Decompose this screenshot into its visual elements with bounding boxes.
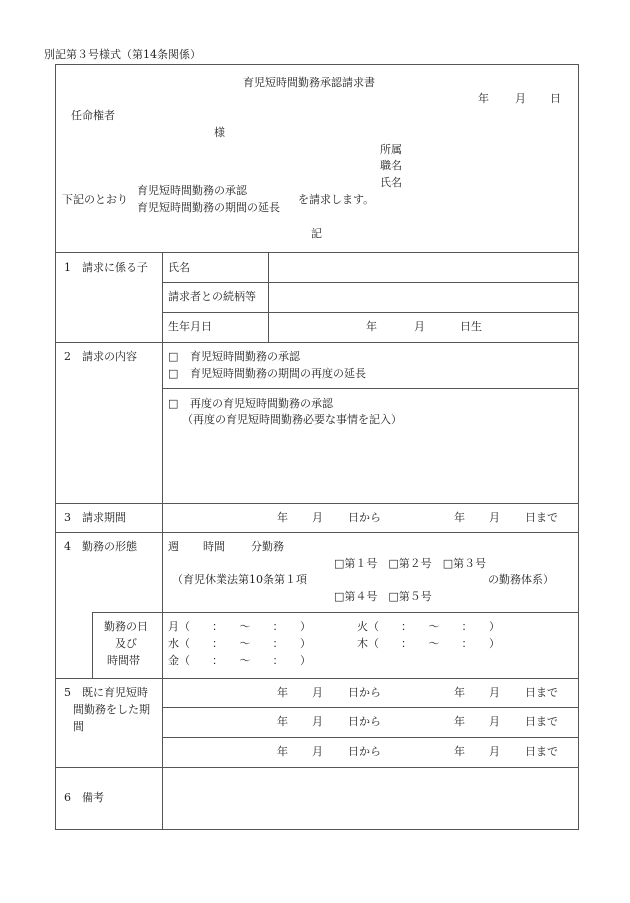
day-tuesday: 火（ ： 〜 ： ） [357, 620, 500, 633]
day-wednesday: 水（ ： 〜 ： ） [168, 637, 311, 650]
remarks-field[interactable] [163, 768, 578, 829]
applicant-dept-label: 所属 [380, 143, 402, 156]
day-monday: 月（ ： 〜 ： ） [168, 620, 311, 633]
section5-label-1: 5 既に育児短時 [64, 686, 148, 699]
request-option-extension: 育児短時間勤務の期間の延長 [137, 201, 280, 214]
days-label-1: 勤務の日 [104, 620, 148, 633]
content-note: （再度の育児短時間勤務必要な事情を記入） [182, 413, 402, 426]
schedule-type-options-1: □第１号 □第２号 □第３号 [334, 557, 487, 570]
content-item-reapproval: 再度の育児短時間勤務の承認 [190, 397, 333, 410]
section1-label: 1 請求に係る子 [64, 261, 148, 274]
week-label: 週 [168, 540, 179, 553]
form-reference: 別記第３号様式（第14条関係） [44, 48, 201, 61]
section5-label-3: 間 [73, 720, 84, 733]
addressee: 任命権者 [71, 109, 115, 122]
section4-label: 4 勤務の形態 [64, 540, 137, 553]
section3-label: 3 請求期間 [64, 511, 126, 524]
days-label-2: 及び [115, 637, 137, 650]
schedule-type-options-2: □第４号 □第５号 [334, 590, 432, 603]
checkbox-icon[interactable]: □ [168, 367, 179, 380]
minutes-label: 分勤務 [251, 540, 284, 553]
ki-heading: 記 [311, 227, 322, 240]
child-name-label: 氏名 [168, 261, 190, 274]
request-option-approval: 育児短時間勤務の承認 [137, 184, 247, 197]
birth-year: 年 [366, 320, 377, 333]
request-prefix: 下記のとおり [62, 193, 128, 206]
section6-label: 6 備考 [64, 791, 104, 804]
day-friday: 金（ ： 〜 ： ） [168, 654, 311, 667]
birthdate-label: 生年月日 [168, 320, 212, 333]
checkbox-icon[interactable]: □ [168, 350, 179, 363]
addressee-honorific: 様 [214, 126, 225, 139]
request-suffix: を請求します。 [298, 193, 375, 206]
content-item-reextension: 育児短時間勤務の期間の再度の延長 [190, 367, 366, 380]
date-month: 月 [515, 92, 526, 105]
applicant-post-label: 職名 [380, 159, 402, 172]
date-year: 年 [478, 92, 489, 105]
schedule-system-label: の勤務体系） [488, 573, 554, 586]
relationship-label: 請求者との続柄等 [168, 290, 256, 303]
law-reference: （育児休業法第10条第１項 [172, 573, 307, 586]
birth-month: 月 [414, 320, 425, 333]
content-item-approval: 育児短時間勤務の承認 [190, 350, 300, 363]
date-day: 日 [550, 92, 561, 105]
day-thursday: 木（ ： 〜 ： ） [357, 637, 500, 650]
checkbox-icon[interactable]: □ [168, 397, 179, 410]
hours-label: 時間 [203, 540, 225, 553]
form-title: 育児短時間勤務承認請求書 [243, 76, 375, 89]
applicant-name-label: 氏名 [380, 176, 402, 189]
birth-day: 日生 [460, 320, 482, 333]
days-label-3: 時間帯 [107, 654, 140, 667]
section5-label-2: 間勤務をした期 [73, 703, 150, 716]
section2-label: 2 請求の内容 [64, 350, 137, 363]
